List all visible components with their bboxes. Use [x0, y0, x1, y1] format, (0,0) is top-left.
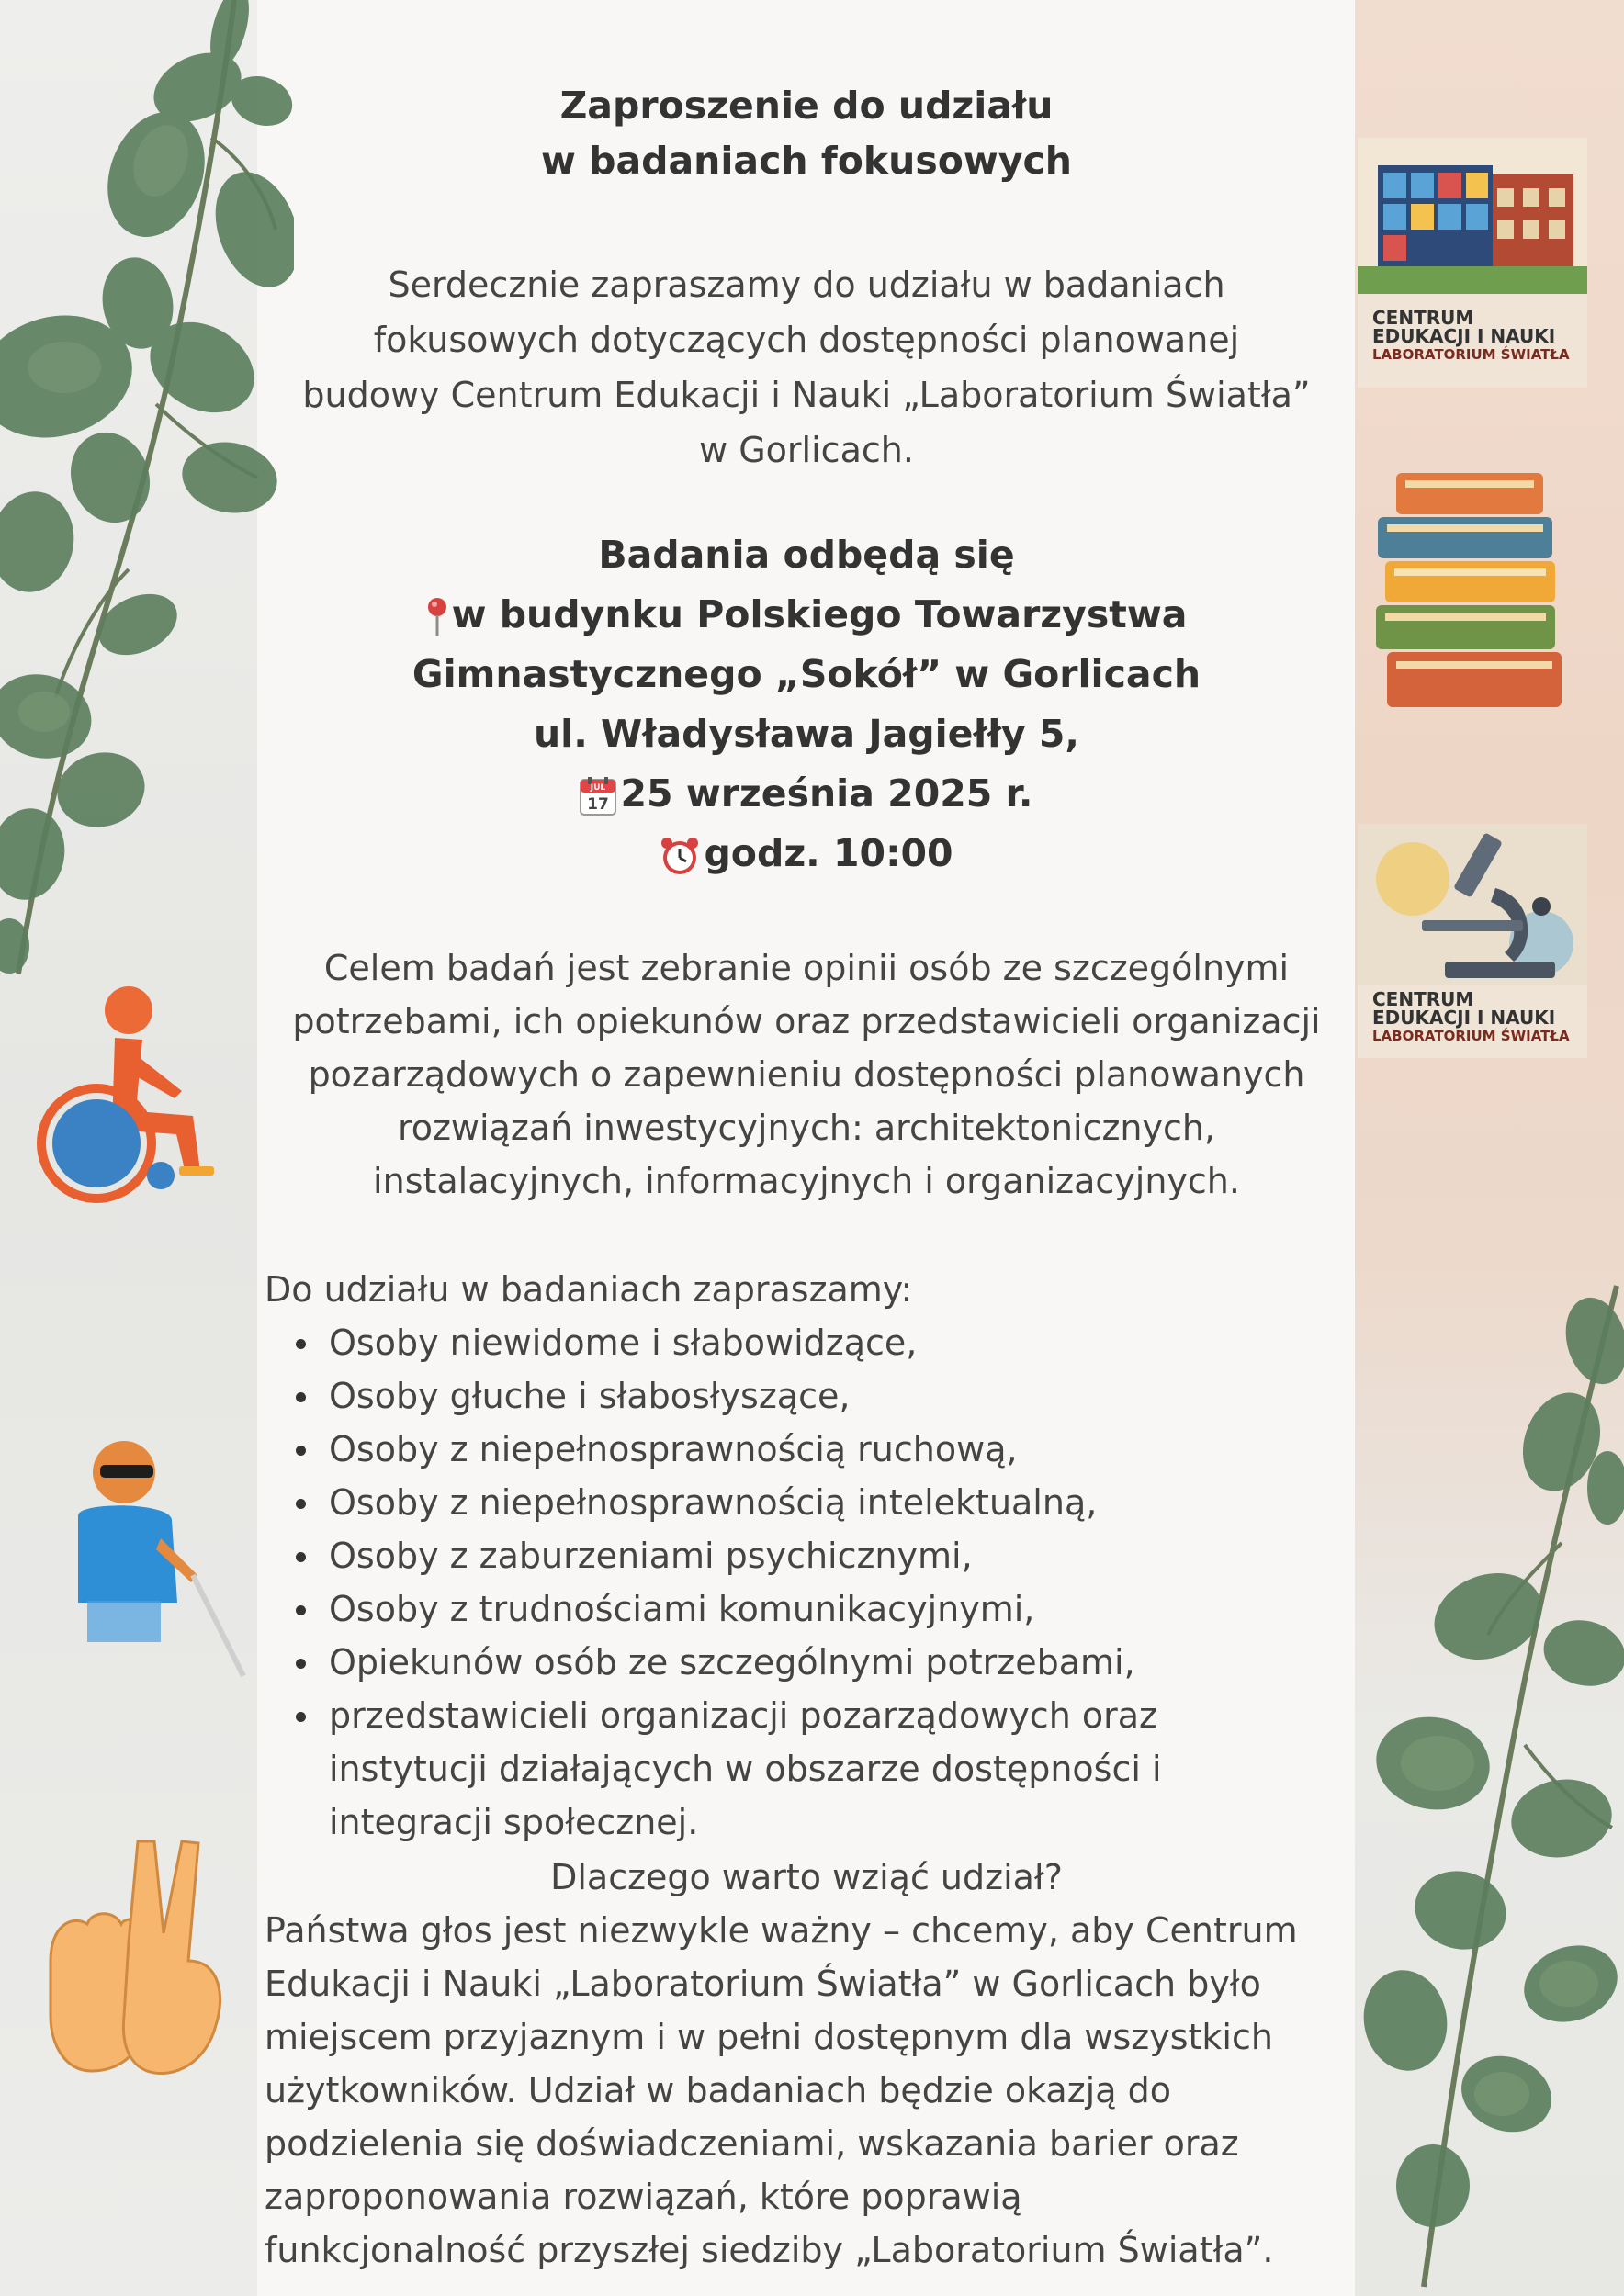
title-line-2: w badaniach fokusowych	[541, 139, 1072, 183]
aim-line-3: pozarządowych o zapewnieniu dostępności planowanych	[308, 1054, 1305, 1095]
why-line-3: miejscem przyjaznym i w pełni dostępnym dla wszystkich	[265, 2017, 1273, 2057]
intro-line-2: fokusowych dotyczących dostępności planowanej	[373, 320, 1240, 360]
date-text: 25 września 2025 r.	[620, 771, 1033, 816]
aim-line-4: rozwiązań inwestycyjnych: architektonicznych,	[397, 1108, 1216, 1148]
why-line-6: zaproponowania rozwiązań, które poprawią	[265, 2177, 1022, 2217]
aim-paragraph	[265, 941, 1348, 1208]
invite-heading: Do udziału w badaniach zapraszamy:	[265, 1269, 913, 1310]
aim-line-1: Celem badań jest zebranie opinii osób ze szczególnymi	[323, 948, 1290, 988]
why-section	[265, 1851, 1348, 2277]
why-line-5: podzielenia się doświadczeniami, wskazania barier oraz	[265, 2123, 1239, 2164]
intro-line-4: w Gorlicach.	[699, 430, 914, 470]
why-line-1: Państwa głos jest niezwykle ważny – chcemy, aby Centrum	[265, 1910, 1298, 1951]
why-line-4: użytkowników. Udział w badaniach będzie okazją do	[265, 2070, 1171, 2110]
title-line-1: Zaproszenie do udziału	[559, 84, 1054, 128]
details-date	[265, 764, 1348, 824]
details-address: ul. Władysława Jagiełły 5,	[533, 712, 1080, 756]
details-heading: Badania odbędą się	[598, 533, 1015, 577]
details-time	[265, 824, 1348, 884]
list-item: Osoby niewidome i słabowidzące,	[329, 1316, 1348, 1369]
book-stack-illustration	[1369, 464, 1571, 726]
list-item: Osoby z niepełnosprawnością ruchową,	[329, 1423, 1348, 1476]
eucalyptus-branch-left	[0, 0, 294, 992]
list-item: Opiekunów osób ze szczególnymi potrzebami,	[329, 1636, 1348, 1689]
time-text: godz. 10:00	[704, 831, 953, 875]
blind-person-illustration	[69, 1437, 253, 1685]
intro-line-3: budowy Centrum Edukacji i Nauki „Laboratorium Światła”	[302, 375, 1311, 415]
list-item: Osoby z zaburzeniami psychicznymi,	[329, 1529, 1348, 1582]
logo-text-2	[1358, 985, 1587, 1045]
building-illustration	[1358, 138, 1587, 294]
calendar-month: JUL	[591, 783, 606, 793]
calendar-day: 17	[587, 795, 610, 814]
invite-section	[265, 1263, 1348, 1849]
page-title	[265, 78, 1348, 188]
logo-line-2: EDUKACJI I NAUKI	[1372, 325, 1556, 347]
invitation-content	[265, 0, 1348, 2296]
intro-paragraph	[265, 257, 1348, 478]
details-place-line-2: Gimnastycznego „Sokół” w Gorlicach	[412, 652, 1201, 696]
logo-card-building	[1358, 138, 1587, 388]
logo2-line-2: EDUKACJI I NAUKI	[1372, 1007, 1556, 1029]
details-place-line-1	[265, 585, 1348, 645]
logo2-line-3: LABORATORIUM ŚWIATŁA	[1372, 1028, 1570, 1044]
sign-language-hands-illustration	[37, 1823, 234, 2089]
org-line-2: instytucji działających w obszarze dostępności i	[329, 1749, 1162, 1789]
eucalyptus-branch-right	[1350, 1267, 1624, 2296]
map-pin-icon	[426, 597, 448, 637]
logo-line-1: CENTRUM	[1372, 307, 1474, 329]
list-item: Osoby z niepełnosprawnością intelektualną,	[329, 1476, 1348, 1529]
logo-text	[1358, 294, 1587, 364]
alarm-clock-icon	[660, 836, 700, 876]
aim-line-2: potrzebami, ich opiekunów oraz przedstawicieli organizacji	[292, 1001, 1321, 1041]
aim-line-5: instalacyjnych, informacyjnych i organizacyjnych.	[373, 1161, 1240, 1201]
org-line-1: przedstawicieli organizacji pozarządowych oraz	[329, 1695, 1157, 1736]
why-line-7: funkcjonalność przyszłej siedziby „Laboratorium Światła”.	[265, 2230, 1274, 2270]
logo-line-3: LABORATORIUM ŚWIATŁA	[1372, 346, 1570, 363]
list-item-organizations	[329, 1689, 1348, 1849]
microscope-illustration	[1358, 824, 1587, 985]
logo-card-microscope	[1358, 824, 1587, 1058]
why-line-2: Edukacji i Nauki „Laboratorium Światła” w Gorlicach było	[265, 1964, 1261, 2004]
list-item: Osoby z trudnościami komunikacyjnymi,	[329, 1582, 1348, 1636]
wheelchair-user-illustration	[28, 983, 234, 1203]
list-item: Osoby głuche i słabosłyszące,	[329, 1369, 1348, 1423]
place-line-1-text: w budynku Polskiego Towarzystwa	[451, 592, 1188, 636]
why-heading: Dlaczego warto wziąć udział?	[550, 1857, 1063, 1897]
intro-line-1: Serdecznie zapraszamy do udziału w badaniach	[388, 264, 1225, 305]
event-details	[265, 525, 1348, 884]
logo2-line-1: CENTRUM	[1372, 988, 1474, 1010]
calendar-icon	[580, 777, 616, 816]
org-line-3: integracji społecznej.	[329, 1802, 699, 1842]
invite-list	[265, 1316, 1348, 1849]
